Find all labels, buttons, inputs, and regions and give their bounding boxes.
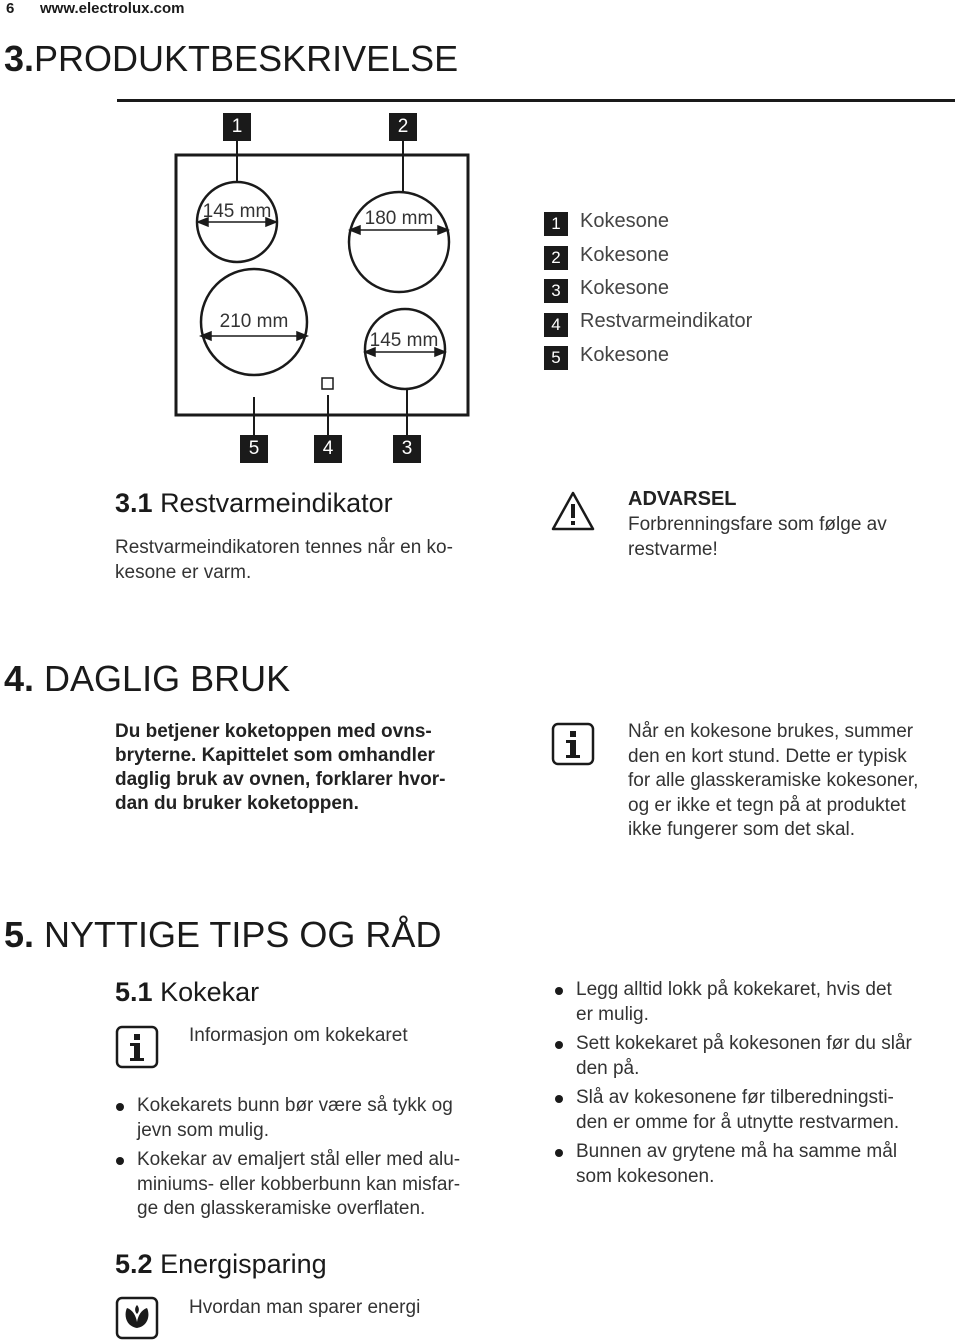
zone-label-top-left: 145 mm <box>202 201 272 222</box>
text-line: ikke fungerer som det skal. <box>628 819 856 840</box>
section4-info-text <box>628 720 918 843</box>
text-line: Legg alltid lokk på kokekaret, hvis det <box>576 979 892 1000</box>
header-url: www.electrolux.com <box>40 0 185 17</box>
energy-info-text: Hvordan man sparer energi <box>189 1297 421 1318</box>
warning-text <box>628 513 887 562</box>
text-line: Du betjener koketoppen med ovns- <box>115 721 432 742</box>
info-icon <box>551 722 595 766</box>
callout-4: 4 <box>314 435 342 463</box>
legend-label: Restvarmeindikator <box>580 310 753 332</box>
legend-num: 5 <box>544 346 568 370</box>
legend-label: Kokesone <box>580 244 669 266</box>
list-item <box>554 978 958 1027</box>
legend-label: Kokesone <box>580 210 669 232</box>
section5-number: 5. <box>4 914 35 955</box>
callout-1: 1 <box>223 113 251 141</box>
list-item <box>115 1094 535 1143</box>
text-line: Slå av kokesonene før tilberedningsti- <box>576 1087 894 1108</box>
section5-title: NYTTIGE TIPS OG RÅD <box>44 914 442 955</box>
list-item <box>554 1086 958 1135</box>
text-line: Kokekarets bunn bør være så tykk og <box>137 1095 453 1116</box>
cookware-info-text: Informasjon om kokekaret <box>189 1025 408 1046</box>
warning-icon <box>550 490 596 532</box>
subsection-title: Energisparing <box>160 1249 327 1279</box>
legend-num: 1 <box>544 212 568 236</box>
text-line: er mulig. <box>576 1003 649 1025</box>
section3-number: 3. <box>4 38 35 79</box>
legend-label: Kokesone <box>580 277 669 299</box>
legend-num: 3 <box>544 279 568 303</box>
section-rule <box>117 99 955 102</box>
text-line: dan du bruker koketoppen. <box>115 793 359 814</box>
text-line: Når en kokesone brukes, summer <box>628 721 914 742</box>
subsection-title: Restvarmeindikator <box>160 488 393 518</box>
list-item <box>554 1140 958 1189</box>
text-line: Forbrenningsfare som følge av <box>628 514 887 535</box>
legend-num: 2 <box>544 246 568 270</box>
text-line: den på. <box>576 1057 640 1079</box>
section4-heading <box>4 658 290 700</box>
text-line: Bunnen av grytene må ha samme mål <box>576 1141 898 1162</box>
subsection-5-2-heading <box>115 1249 327 1280</box>
text-line: Kokekar av emaljert stål eller med alu- <box>137 1149 461 1170</box>
text-line: restvarme! <box>628 538 718 560</box>
zone-label-bottom-right: 145 mm <box>369 330 439 351</box>
bullet-list-right <box>554 978 958 1194</box>
subsection-3-1-heading <box>115 488 393 519</box>
info-icon <box>115 1025 159 1069</box>
subsection-5-1-heading <box>115 977 259 1008</box>
legend-label: Kokesone <box>580 344 669 366</box>
hob-diagram <box>170 110 480 470</box>
subsection-3-1-text <box>115 536 453 585</box>
residual-heat-indicator <box>322 378 333 389</box>
bullet-list-left <box>115 1094 535 1227</box>
subsection-number: 5.2 <box>115 1249 153 1279</box>
section3-heading <box>4 38 458 80</box>
section5-heading <box>4 914 441 956</box>
callout-2: 2 <box>389 113 417 141</box>
section4-number: 4. <box>4 658 35 699</box>
text-line: den en kort stund. Dette er typisk <box>628 745 907 767</box>
callout-5: 5 <box>240 435 268 463</box>
section3-title: PRODUKTBESKRIVELSE <box>34 38 459 79</box>
section4-title: DAGLIG BRUK <box>44 658 291 699</box>
section4-intro <box>115 720 445 816</box>
zone-label-bottom-left: 210 mm <box>219 311 289 332</box>
warning-title: ADVARSEL <box>628 488 737 510</box>
page-number: 6 <box>6 0 15 17</box>
text-line: som kokesonen. <box>576 1165 715 1187</box>
legend-num: 4 <box>544 313 568 337</box>
zone-label-top-right: 180 mm <box>364 208 434 229</box>
text-line: Restvarmeindikatoren tennes når en ko- <box>115 537 453 558</box>
cooking-zone-top-right <box>349 192 449 292</box>
subsection-number: 3.1 <box>115 488 153 518</box>
text-line: bryterne. Kapittelet som omhandler <box>115 745 435 766</box>
text-line: Sett kokekaret på kokesonen før du slår <box>576 1033 912 1054</box>
text-line: ge den glasskeramiske overflaten. <box>137 1198 426 1219</box>
list-item <box>115 1148 535 1222</box>
leaf-icon <box>115 1296 159 1340</box>
text-line: miniums- eller kobberbunn kan misfar- <box>137 1173 461 1195</box>
text-line: kesone er varm. <box>115 561 252 583</box>
callout-3: 3 <box>393 435 421 463</box>
text-line: og er ikke et tegn på at produktet <box>628 794 906 816</box>
text-line: for alle glasskeramiske kokesoner, <box>628 770 919 791</box>
subsection-number: 5.1 <box>115 977 153 1007</box>
text-line: den er omme for å utnytte restvarmen. <box>576 1111 900 1133</box>
subsection-title: Kokekar <box>160 977 260 1007</box>
list-item <box>554 1032 958 1081</box>
text-line: daglig bruk av ovnen, forklarer hvor- <box>115 769 446 790</box>
text-line: jevn som mulig. <box>137 1119 269 1141</box>
